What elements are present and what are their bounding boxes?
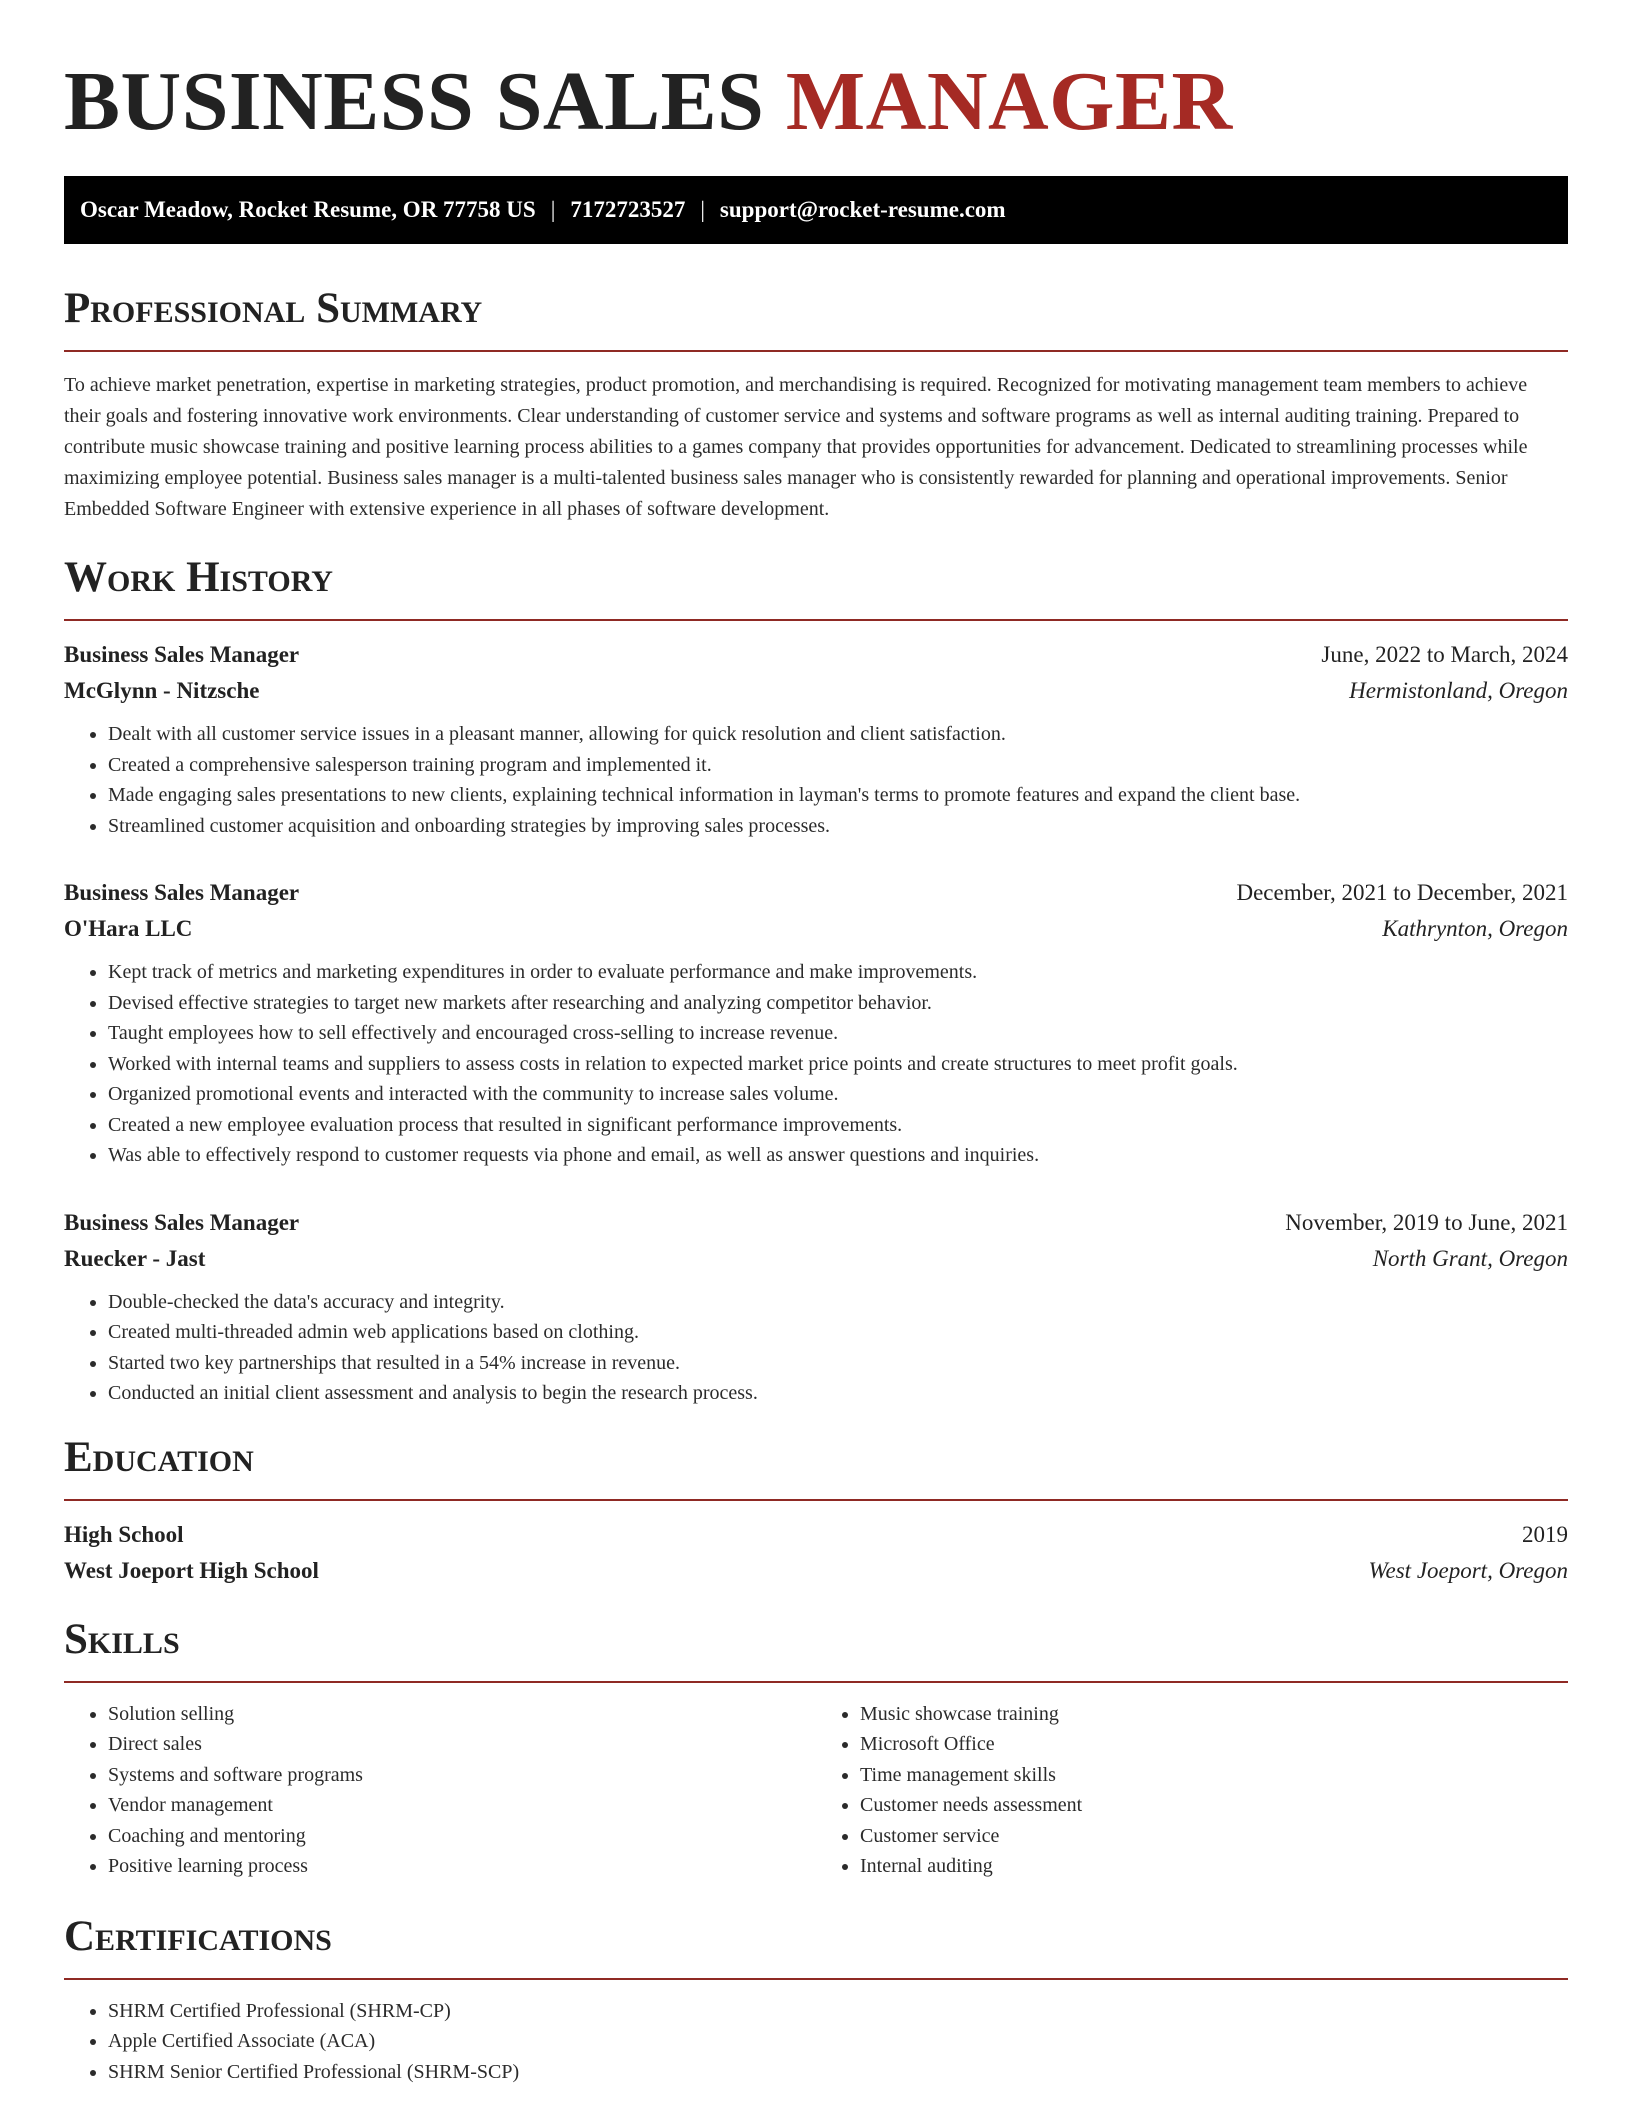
job-header-row [64, 637, 1568, 673]
list-item: • Customer needs assessment [860, 1790, 1568, 1821]
section-divider [64, 350, 1568, 352]
job-company-row [64, 673, 1568, 709]
section-heading-summary: Professional Summary [64, 285, 483, 332]
job-dates: June, 2022 to March, 2024 [1321, 642, 1568, 667]
section-heading-education: Education [64, 1433, 254, 1481]
list-item: • Created multi-threaded admin web applications based on clothing. [108, 1317, 1568, 1348]
list-item: • Systems and software programs [108, 1760, 816, 1791]
job-bullets [64, 1287, 1568, 1409]
skills-list-left [64, 1699, 816, 1882]
job-location: Kathrynton, Oregon [1382, 916, 1568, 941]
education-entry [64, 1517, 1568, 1589]
job-title: Business Sales Manager [64, 642, 300, 667]
list-item: • SHRM Senior Certified Professional (SHRM-SCP) [108, 2057, 1568, 2088]
job-company: McGlynn - Nitzsche [64, 678, 260, 703]
list-item: • Organized promotional events and interacted with the community to increase sales volume. [108, 1079, 1568, 1110]
list-item: • Double-checked the data's accuracy and integrity. [108, 1287, 1568, 1318]
job-dates: December, 2021 to December, 2021 [1236, 880, 1568, 905]
job-entry [64, 1205, 1568, 1409]
contact-bar [64, 176, 1568, 244]
list-item: • Conducted an initial client assessment and analysis to begin the research process. [108, 1378, 1568, 1409]
list-item: • Made engaging sales presentations to new clients, explaining technical information in layman's terms to promote features and expand the client base. [108, 780, 1568, 811]
summary-section [64, 282, 1568, 525]
list-item: • Solution selling [108, 1699, 816, 1730]
job-company-row [64, 1241, 1568, 1277]
list-item: • Direct sales [108, 1729, 816, 1760]
list-item: • Positive learning process [108, 1851, 816, 1882]
section-heading-work-history: Work History [64, 554, 333, 601]
list-item: • Coaching and mentoring [108, 1821, 816, 1852]
education-location: West Joeport, Oregon [1368, 1557, 1568, 1583]
job-entry [64, 637, 1568, 841]
list-item: • Started two key partnerships that resulted in a 54% increase in revenue. [108, 1348, 1568, 1379]
list-item: • Streamlined customer acquisition and onboarding strategies by improving sales processes. [108, 811, 1568, 842]
summary-text: To achieve market penetration, expertise in marketing strategies, product promotion, and merchandising is required. Recognized for motivating management team members to achieve their goals and fostering innovative work environments. Clear understanding of customer service and systems and software programs as well as internal auditing training. Prepared to contribute music showcase training and positive learning process abilities to a games company that provides opportunities for advancement. Dedicated to streamlining processes while maximizing employee potential. Business sales manager is a multi-talented business sales manager who is consistently rewarded for planning and operational improvements. Senior Embedded Software Engineer with extensive experience in all phases of software development. [64, 374, 1528, 520]
section-divider [64, 1499, 1568, 1501]
list-item: • Time management skills [860, 1760, 1568, 1791]
list-item: • Devised effective strategies to target new markets after researching and analyzing competitor behavior. [108, 988, 1568, 1019]
certifications-section [64, 1910, 1568, 2088]
list-item: • Vendor management [108, 1790, 816, 1821]
contact-separator: | [550, 197, 556, 222]
job-company-row [64, 911, 1568, 947]
list-item: • Internal auditing [860, 1851, 1568, 1882]
list-item: • Microsoft Office [860, 1729, 1568, 1760]
skills-section [64, 1613, 1568, 1882]
job-dates: November, 2019 to June, 2021 [1285, 1209, 1568, 1235]
job-location: North Grant, Oregon [1372, 1245, 1568, 1271]
resume-title [64, 52, 1568, 152]
title-main: BUSINESS SALES [64, 55, 765, 148]
job-bullets [64, 957, 1568, 1171]
job-header-row [64, 875, 1568, 911]
section-heading-skills: Skills [64, 1615, 180, 1663]
contact-phone: 7172723527 [570, 197, 686, 222]
section-divider [64, 619, 1568, 621]
education-degree: High School [64, 1521, 184, 1547]
skills-list-right [816, 1699, 1568, 1882]
list-item: • Was able to effectively respond to customer requests via phone and email, as well as answer questions and inquiries. [108, 1140, 1568, 1171]
education-school-row [64, 1553, 1568, 1589]
job-bullets [64, 719, 1568, 841]
job-company: O'Hara LLC [64, 916, 193, 941]
list-item: • Apple Certified Associate (ACA) [108, 2026, 1568, 2057]
job-location: Hermistonland, Oregon [1349, 678, 1568, 703]
title-accent: MANAGER [785, 55, 1233, 148]
education-school: West Joeport High School [64, 1557, 319, 1583]
list-item: • Created a new employee evaluation process that resulted in significant performance improvements. [108, 1110, 1568, 1141]
education-section [64, 1431, 1568, 1589]
list-item: • Music showcase training [860, 1699, 1568, 1730]
list-item: • Created a comprehensive salesperson training program and implemented it. [108, 750, 1568, 781]
job-title: Business Sales Manager [64, 1209, 300, 1235]
list-item: • Kept track of metrics and marketing expenditures in order to evaluate performance and make improvements. [108, 957, 1568, 988]
list-item: • Customer service [860, 1821, 1568, 1852]
list-item: • Taught employees how to sell effectively and encouraged cross-selling to increase revenue. [108, 1018, 1568, 1049]
work-history-section [64, 551, 1568, 1409]
education-year: 2019 [1522, 1521, 1568, 1547]
skills-columns [64, 1683, 1568, 1882]
job-company: Ruecker - Jast [64, 1245, 206, 1271]
list-item: • Dealt with all customer service issues in a pleasant manner, allowing for quick resolution and client satisfaction. [108, 719, 1568, 750]
job-title: Business Sales Manager [64, 880, 300, 905]
section-divider [64, 1978, 1568, 1980]
contact-separator: | [700, 197, 705, 222]
certifications-list [64, 1996, 1568, 2088]
contact-email: support@rocket-resume.com [719, 197, 1006, 222]
job-header-row [64, 1205, 1568, 1241]
education-header-row [64, 1517, 1568, 1553]
list-item: • SHRM Certified Professional (SHRM-CP) [108, 1996, 1568, 2027]
job-entry [64, 875, 1568, 1171]
contact-address: Oscar Meadow, Rocket Resume, OR 77758 US [80, 197, 536, 222]
section-heading-certifications: Certifications [64, 1912, 332, 1960]
list-item: • Worked with internal teams and suppliers to assess costs in relation to expected market price points and create structures to meet profit goals. [108, 1049, 1568, 1080]
